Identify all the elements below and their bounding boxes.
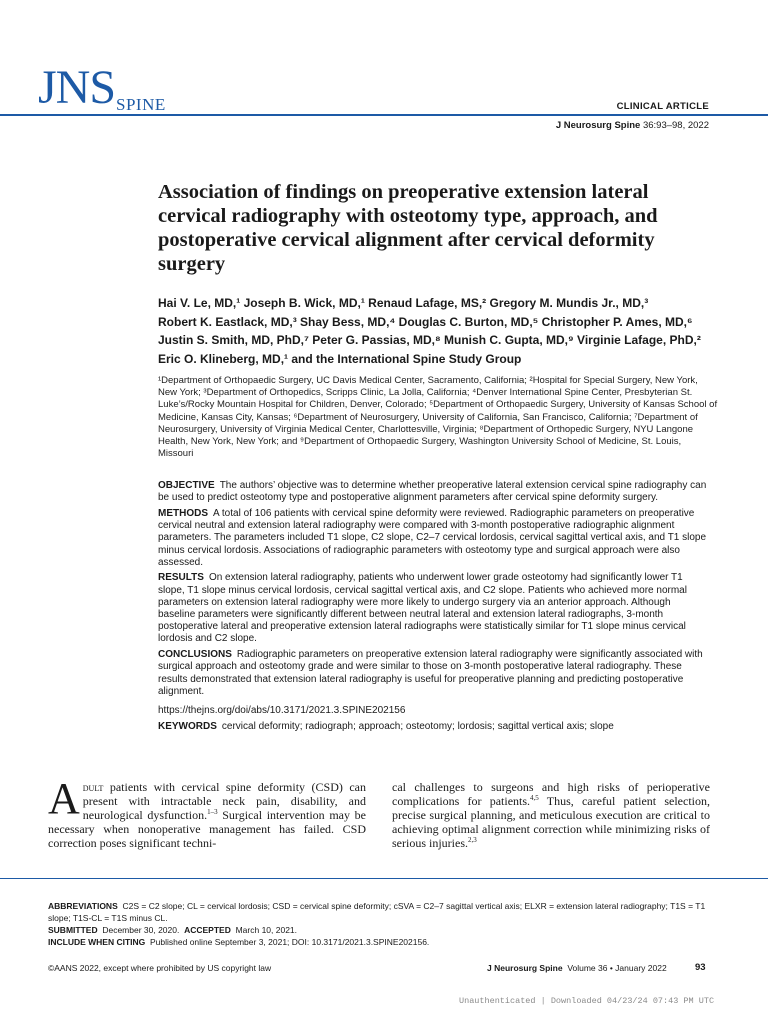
citing-info — [48, 936, 714, 948]
body-text: Thus, careful patient selection, precise surgical planning, and meticulous execution are critical to achieving optimal alignment correction while minimizing risks of serious injuries. — [392, 794, 710, 850]
author-line: Hai V. Le, MD,¹ Joseph B. Wick, MD,¹ Renaud Lafage, MS,² Gregory M. Mundis Jr., MD,³ — [158, 296, 649, 310]
header-divider — [0, 114, 768, 116]
author-line: Justin S. Smith, MD, PhD,⁷ Peter G. Passias, MD,⁸ Munish C. Gupta, MD,⁹ Virginie Lafage, PhD,² — [158, 333, 701, 347]
footer-journal-name: J Neurosurg Spine — [487, 963, 563, 973]
affiliations: ¹Department of Orthopaedic Surgery, UC Davis Medical Center, Sacramento, California; ²Hospital for Special Surgery, New York, New York; ³Department of Orthopedics, Scripps Clinic, La Jolla, California; ⁴Denver International Spine Center, Presbyterian St. Luke’s/Rocky Mountain Hospital for Children, Denver, Colorado; ⁵Department of Orthopaedic Surgery, University of Kansas School of Medicine, Kansas City, Kansas; ⁶Department of Neurosurgery, University of California, San Francisco, California; ⁷Department of Neurosurgery, University of Virginia Medical Center, Charlottesville, Virginia; ⁸Department of Orthopedic Surgery, NYU Langone Health, New York, New York; and ⁹Department of Orthopaedic Surgery, Washington University School of Medicine, St. Louis, Missouri — [158, 375, 718, 460]
abstract-objective — [158, 480, 710, 504]
reference-marker: 4,5 — [530, 794, 539, 802]
body-text: cal challenges to surgeons and high risks of perioperative complications for patients. — [392, 780, 710, 808]
section-text: A total of 106 patients with cervical spine deformity were reviewed. Radiographic parameters on preoperative cervical neutral and extension lateral radiography were compared with 3-month postoperative radiographic alignment parameters. The parameters included T1 slope, C2 slope, C2–7 cervical lordosis, cervical sagittal vertical axis, and T1 slope minus cervical lordosis. Associations of radiographic parameters with osteotomy type and surgical approach were also assessed. — [158, 507, 707, 568]
footnote-label: ACCEPTED — [184, 925, 231, 935]
article-title: Association of findings on preoperative extension lateral cervical radiography with osteotomy type, approach, and postoperative cervical alignment after cervical deformity surgery — [158, 181, 658, 275]
section-label: KEYWORDS — [158, 720, 217, 732]
keywords-text: cervical deformity; radiograph; approach; osteotomy; lordosis; sagittal vertical axis; slope — [221, 720, 614, 732]
body-column-left — [48, 774, 367, 850]
submission-dates — [48, 924, 714, 936]
lead-smallcaps: dult — [82, 780, 104, 794]
abstract-keywords — [158, 721, 710, 733]
drop-cap: A — [48, 774, 80, 823]
footnote-text: December 30, 2020. — [102, 925, 180, 935]
abstract-methods — [158, 508, 710, 569]
section-label: RESULTS — [158, 572, 204, 584]
citation-journal: J Neurosurg Spine — [555, 120, 641, 131]
reference-marker: 2,3 — [468, 836, 477, 844]
journal-logo: JNS — [38, 61, 116, 114]
footnote-label: ABBREVIATIONS — [48, 901, 118, 911]
footnote-label: INCLUDE WHEN CITING — [48, 937, 146, 947]
download-watermark: Unauthenticated | Downloaded 04/23/24 07:43 PM UTC — [459, 996, 715, 1006]
abbreviations — [48, 900, 714, 924]
section-label: OBJECTIVE — [158, 480, 215, 491]
body-text: patients with cervical spine deformity (CSD) can present with intractable neck pain, disability, and neurological dysfunction. — [82, 780, 366, 822]
body-column-right — [392, 780, 710, 850]
footer-issue: Volume 36 • January 2022 — [567, 963, 667, 973]
abstract — [158, 480, 710, 736]
section-text: Radiographic parameters on preoperative extension lateral radiography were significantly associated with surgical approach and osteotomy grade and were similar to those on 3-month postoperative lateral radiography. These results demonstrated that extension lateral radiography is useful for preoperative planning and predicting postoperative alignment. — [158, 649, 703, 697]
author-line: Robert K. Eastlack, MD,³ Shay Bess, MD,⁴ Douglas C. Burton, MD,⁵ Christopher P. Ames, MD,⁶ — [158, 314, 693, 329]
citation-volume: 36:93–98, 2022 — [642, 120, 709, 131]
section-text: The authors’ objective was to determine whether preoperative lateral extension cervical spine radiography can be used to predict osteotomy type and postoperative alignment parameters after cervical spine deformity surgery. — [158, 480, 707, 504]
copyright-notice: ©AANS 2022, except where prohibited by US copyright law — [48, 963, 272, 973]
abstract-conclusions — [158, 649, 710, 698]
abstract-results — [158, 572, 710, 645]
doi-link[interactable]: https://thejns.org/doi/abs/10.3171/2021.3.SPINE202156 — [158, 704, 406, 716]
section-label: METHODS — [158, 507, 208, 519]
footnote-label: SUBMITTED — [48, 925, 98, 935]
article-type: CLINICAL ARTICLE — [616, 101, 709, 112]
footer-journal — [487, 963, 667, 973]
section-label: CONCLUSIONS — [158, 649, 232, 661]
journal-citation — [556, 120, 709, 131]
footnote-text: C2S = C2 slope; CL = cervical lordosis; CSD = cervical spine deformity; cSVA = C2–7 sagittal vertical axis; ELXR = extension lateral radiography; T1S = T1 slope; T1S-CL = T1S minus CL. — [48, 901, 706, 923]
journal-logo-subtitle: SPINE — [116, 95, 166, 114]
footer-divider — [0, 878, 768, 879]
footnote-text: Published online September 3, 2021; DOI: 10.3171/2021.3.SPINE202156. — [150, 937, 430, 947]
author-line: Eric O. Klineberg, MD,¹ and the International Spine Study Group — [158, 351, 522, 366]
body-text: Surgical intervention may be necessary when nonoperative management has failed. CSD correction poses significant techni- — [48, 808, 367, 850]
page-number: 93 — [695, 962, 706, 973]
footnotes — [48, 900, 714, 948]
reference-marker: 1–3 — [207, 808, 218, 816]
author-list — [158, 294, 718, 368]
footnote-text: March 10, 2021. — [235, 925, 298, 935]
section-text: On extension lateral radiography, patients who underwent lower grade osteotomy had significantly lower T1 slope, T1 slope minus cervical lordosis, cervical sagittal vertical axis, and C2 slope. Patients who achieved more normal parameters on extension lateral radiography were more likely to undergo surgery via an anterior approach. Although baseline parameters were significantly different between neutral lateral and extension lateral radiographs, 3-month postoperative lateral and preoperative extension lateral radiographs were statistically similar for T1 slope minus cervical lordosis and C2 slope. — [158, 572, 687, 645]
